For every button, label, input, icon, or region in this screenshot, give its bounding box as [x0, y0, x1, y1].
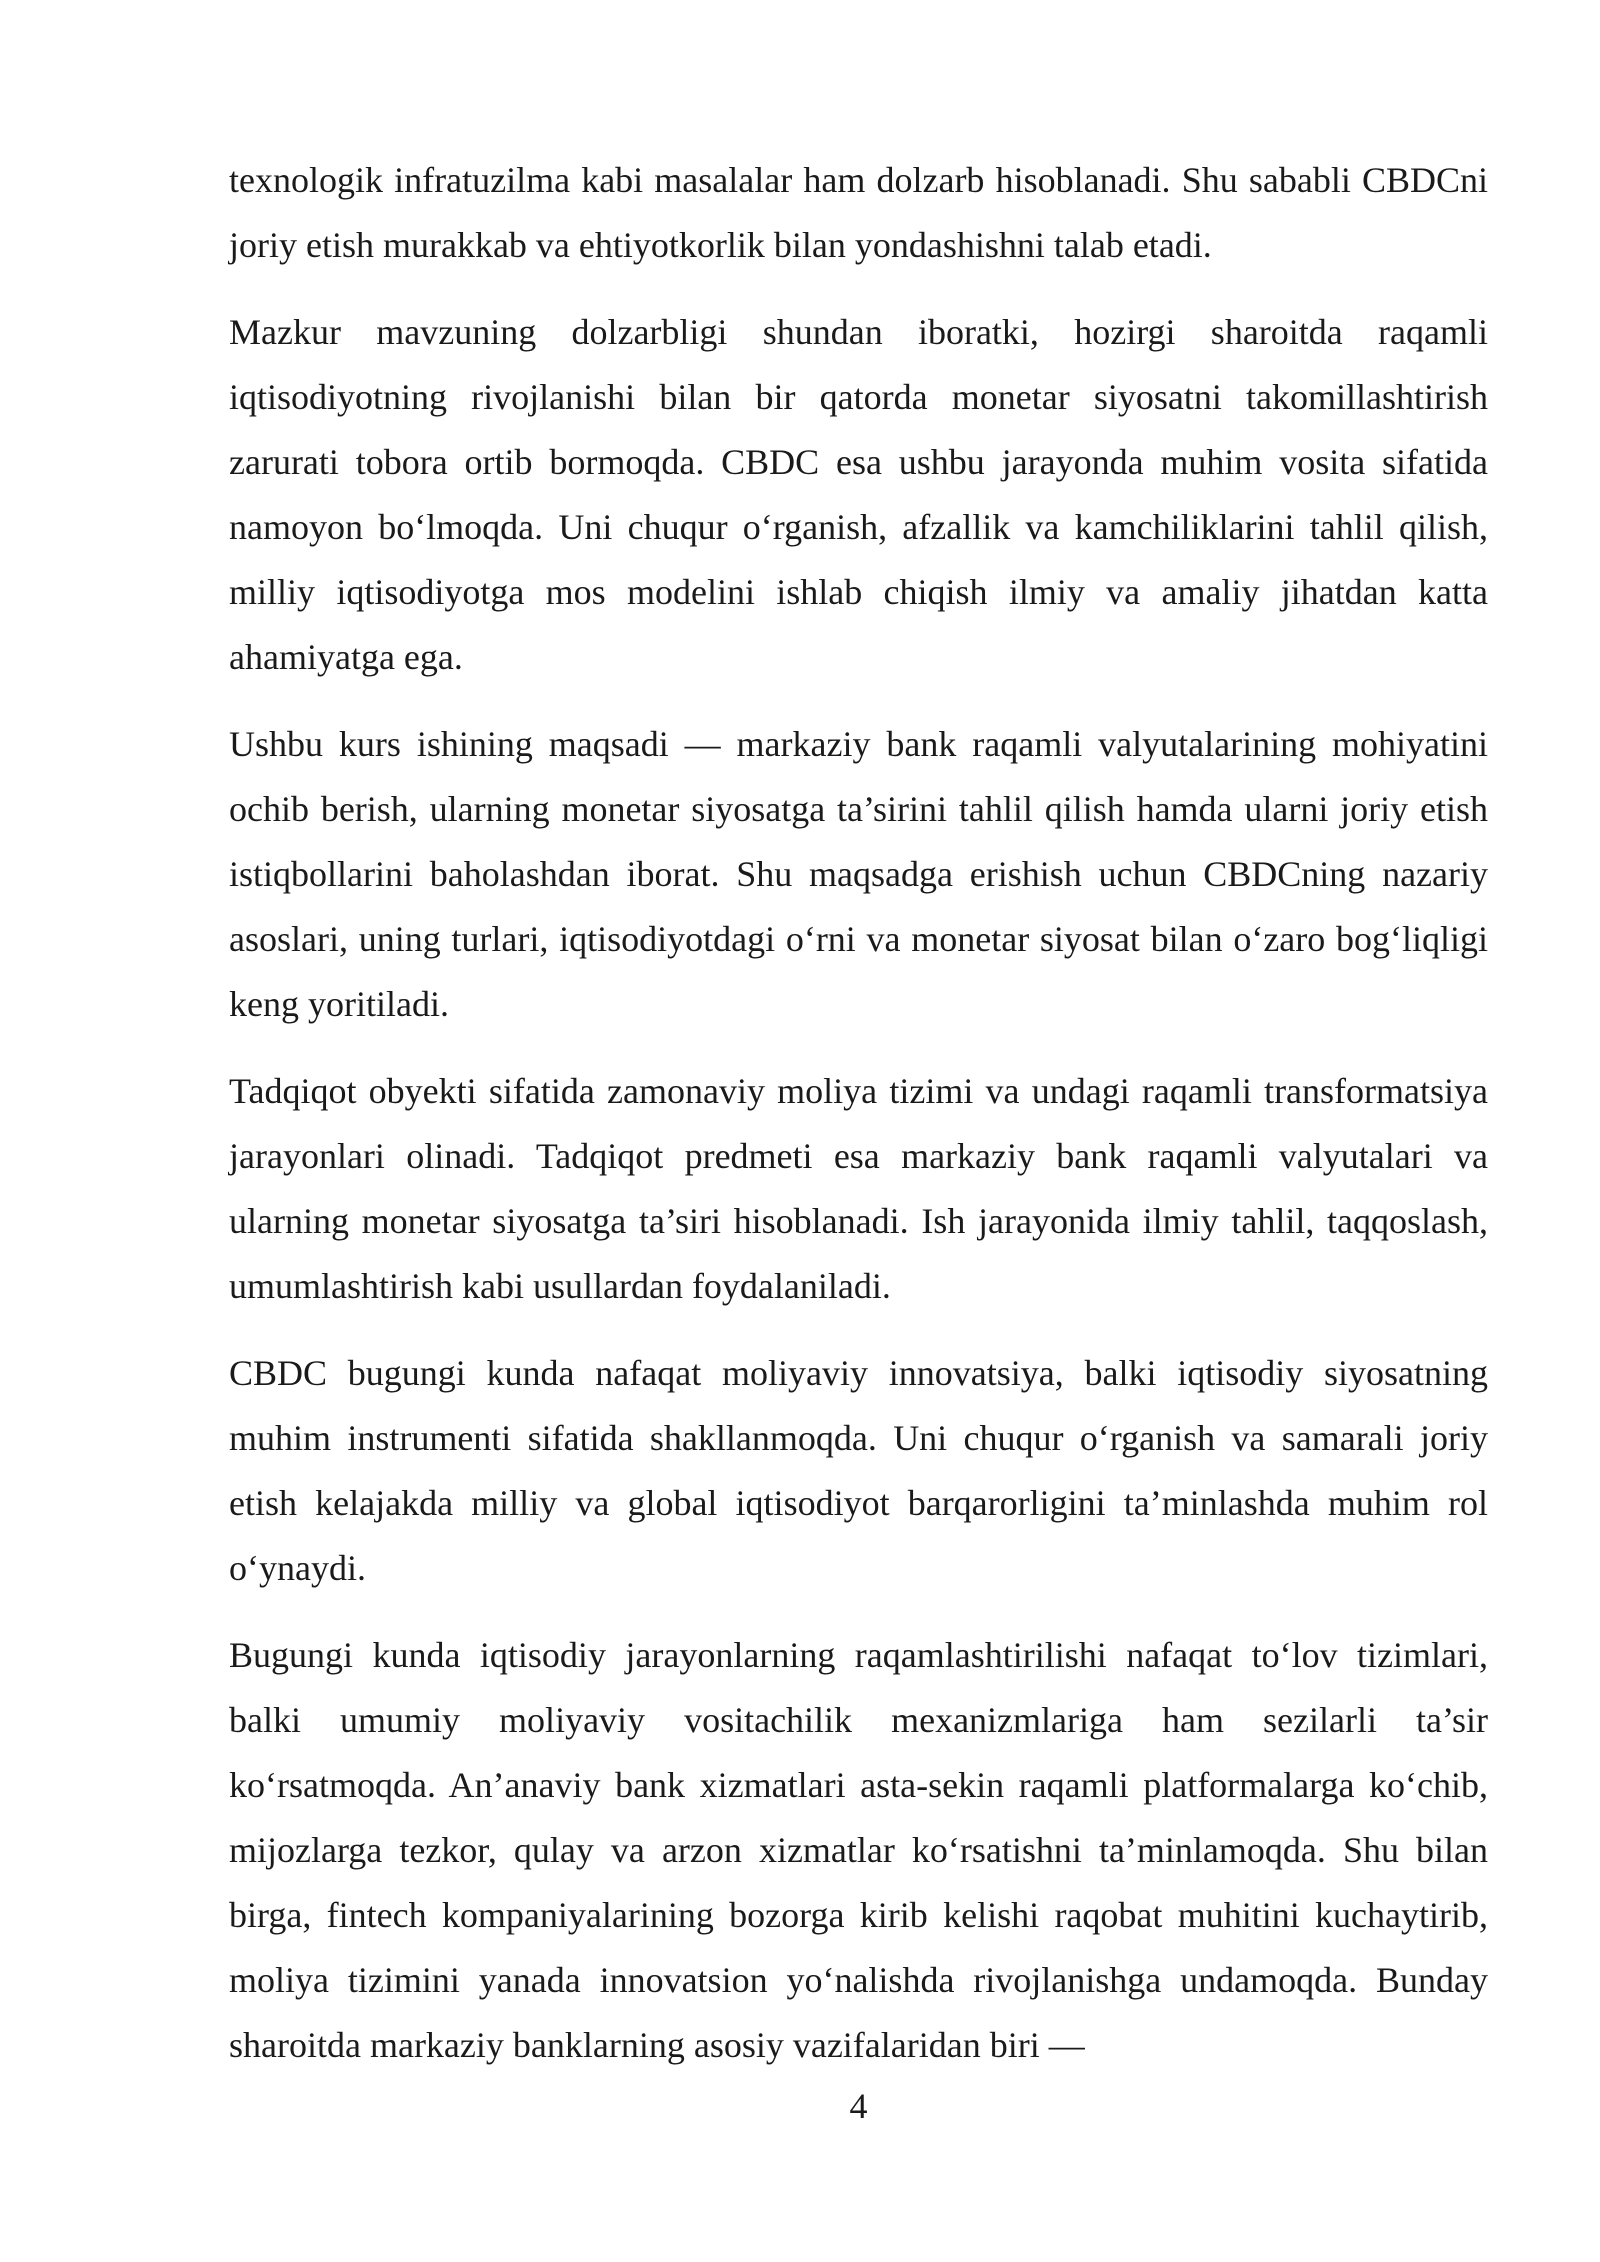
- paragraph: texnologik infratuzilma kabi masalalar ham dolzarb hisoblanadi. Shu sababli CBDCni joriy etish murakkab va ehtiyotkorlik bilan yondashishni talab etadi.: [229, 160, 1488, 265]
- paragraph: Tadqiqot obyekti sifatida zamonaviy moliya tizimi va undagi raqamli transformatsiya jarayonlari olinadi. Tadqiqot predmeti esa markaziy bank raqamli valyutalari va ularning monetar siyosatga ta’siri hisoblanadi. Ish jarayonida ilmiy tahlil, taqqoslash, umumlashtirish kabi usullardan foydalaniladi.: [229, 1071, 1488, 1306]
- page-number: 4: [849, 2086, 868, 2126]
- paragraph: Bugungi kunda iqtisodiy jarayonlarning raqamlashtirilishi nafaqat to‘lov tizimlari, balki umumiy moliyaviy vositachilik mexanizmlariga ham sezilarli ta’sir ko‘rsatmoqda. An’anaviy bank xizmatlari asta-sekin raqamli platformalarga ko‘chib, mijozlarga tezkor, qulay va arzon xizmatlar ko‘rsatishni ta’minlamoqda. Shu bilan birga, fintech kompaniyalarining bozorga kirib kelishi raqobat muhitini kuchaytirib, moliya tizimini yanada innovatsion yo‘nalishda rivojlanishga undamoqda. Bunday sharoitda markaziy banklarning asosiy vazifalaridan biri —: [229, 1635, 1488, 2065]
- paragraph: CBDC bugungi kunda nafaqat moliyaviy innovatsiya, balki iqtisodiy siyosatning muhim instrumenti sifatida shakllanmoqda. Uni chuqur o‘rganish va samarali joriy etish kelajakda milliy va global iqtisodiyot barqarorligini ta’minlashda muhim rol o‘ynaydi.: [229, 1353, 1488, 1588]
- body-text: [229, 148, 1488, 2100]
- paragraph: Ushbu kurs ishining maqsadi — markaziy bank raqamli valyutalarining mohiyatini ochib berish, ularning monetar siyosatga ta’sirini tahlil qilish hamda ularni joriy etish istiqbollarini baholashdan iborat. Shu maqsadga erishish uchun CBDCning nazariy asoslari, uning turlari, iqtisodiyotdagi o‘rni va monetar siyosat bilan o‘zaro bog‘liqligi keng yoritiladi.: [229, 724, 1488, 1024]
- paragraph: Mazkur mavzuning dolzarbligi shundan iboratki, hozirgi sharoitda raqamli iqtisodiyotning rivojlanishi bilan bir qatorda monetar siyosatni takomillashtirish zarurati tobora ortib bormoqda. CBDC esa ushbu jarayonda muhim vosita sifatida namoyon bo‘lmoqda. Uni chuqur o‘rganish, afzallik va kamchiliklarini tahlil qilish, milliy iqtisodiyotga mos modelini ishlab chiqish ilmiy va amaliy jihatdan katta ahamiyatga ega.: [229, 312, 1488, 677]
